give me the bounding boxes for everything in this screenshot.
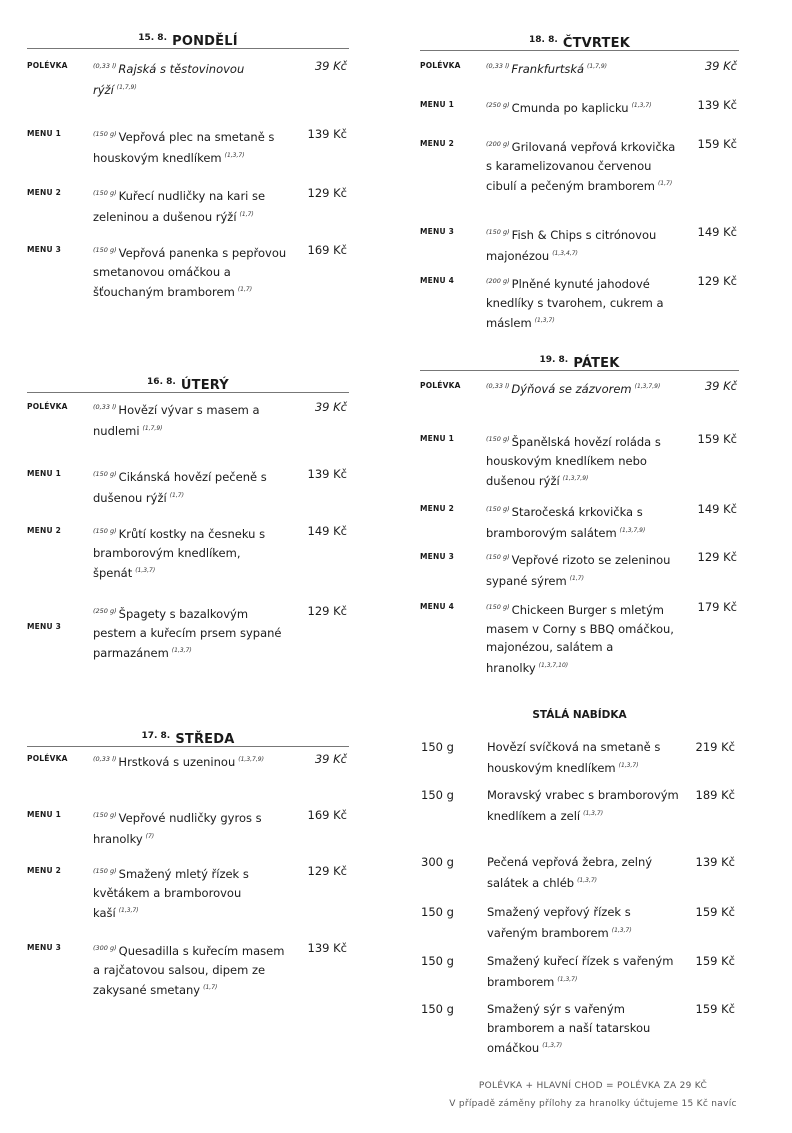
- allergens: (1,3,7): [534, 317, 555, 324]
- dish-price: 139 Kč: [307, 127, 347, 141]
- day-name: ÚTERÝ: [180, 378, 229, 393]
- allergens: (1,3,7): [611, 926, 632, 934]
- dish-price: 159 Kč: [697, 137, 737, 151]
- dish-description: [487, 903, 684, 942]
- portion-size: (150 g): [93, 189, 117, 197]
- dish-description: [93, 184, 289, 226]
- portion-size: 150 g: [421, 740, 454, 754]
- dish-name: Hrstková s uzeninou: [118, 755, 236, 769]
- allergens: (1,3,7): [577, 876, 598, 884]
- dish-description: [487, 786, 679, 825]
- menu-label: MENU 3: [27, 622, 61, 631]
- dish-price: 169 Kč: [307, 243, 347, 257]
- day-date: 16. 8.: [147, 377, 176, 387]
- dish-price: 169 Kč: [307, 808, 347, 822]
- portion-size: (150 g): [93, 527, 117, 535]
- footer-fries-note: V případě záměny přílohy za hranolky účtujeme 15 Kč navíc: [449, 1099, 737, 1109]
- dish-description: [486, 223, 679, 265]
- portion-size: (0,33 l): [93, 62, 117, 70]
- dish-name: Smažený mletý řízek s květákem a bramborovou kaší: [93, 867, 249, 920]
- dish-description: [486, 135, 679, 196]
- allergens: (1,7): [657, 180, 673, 187]
- day-section-ctvrtek: [420, 32, 739, 330]
- day-name: ČTVRTEK: [562, 36, 630, 51]
- day-date: 19. 8.: [539, 355, 569, 365]
- dish-name: Smažený vepřový řízek s vařeným bramborem: [487, 905, 631, 940]
- allergens: (1,3,7): [135, 567, 156, 574]
- dish-price: 159 Kč: [697, 432, 737, 446]
- portion-size: (150 g): [486, 553, 510, 561]
- allergens: (1,3,7): [618, 761, 639, 769]
- dish-description: [487, 738, 684, 777]
- soup-label: POLÉVKA: [420, 381, 461, 390]
- dish-price: 139 Kč: [695, 855, 735, 869]
- portion-size: (250 g): [93, 607, 117, 615]
- allergens: (1,3,7): [118, 907, 139, 914]
- allergens: (1,7,9): [142, 424, 163, 432]
- dish-name: Špagety s bazalkovým pestem a kuřecím prsem sypané parmazánem: [93, 607, 282, 660]
- dish-description: [486, 96, 679, 118]
- menu-label: MENU 4: [420, 602, 454, 611]
- portion-size: 150 g: [421, 788, 454, 802]
- dish-description: [486, 598, 679, 677]
- portion-size: 300 g: [421, 855, 454, 869]
- day-name: PONDĚLÍ: [172, 34, 238, 49]
- allergens: (1,7): [239, 210, 254, 218]
- soup-label: POLÉVKA: [420, 61, 461, 70]
- portion-size: (0,33 l): [93, 755, 117, 763]
- dish-price: 149 Kč: [307, 524, 347, 538]
- dish-name: Smažený sýr s vařeným bramborem a naší tatarskou omáčkou: [487, 1002, 651, 1055]
- dish-name: Rajská s těstovinovou rýží: [93, 62, 245, 97]
- dish-description: [486, 377, 679, 399]
- dish-name: Pečená vepřová žebra, zelný salátek a chléb: [487, 855, 653, 890]
- allergens: (1,3,7,9): [238, 756, 264, 763]
- dish-name: Smažený kuřecí řízek s vařeným bramborem: [487, 954, 674, 989]
- dish-name: Cikánská hovězí pečeně s dušenou rýží: [93, 470, 267, 505]
- portion-size: (300 g): [93, 944, 117, 952]
- dish-description: [93, 125, 289, 167]
- allergens: (1,7): [237, 286, 253, 293]
- dish-name: Španělská hovězí roláda s houskovým knedlíkem nebo dušenou rýží: [486, 435, 661, 488]
- dish-name: Krůtí kostky na česneku s bramborovým knedlíkem, špenát: [93, 527, 266, 580]
- menu-label: MENU 1: [27, 469, 61, 478]
- dish-description: [93, 806, 289, 848]
- dish-description: [93, 465, 289, 507]
- dish-price: 129 Kč: [697, 550, 737, 564]
- menu-label: MENU 3: [27, 245, 61, 254]
- day-date: 15. 8.: [138, 33, 167, 43]
- menu-label: MENU 2: [27, 526, 61, 535]
- dish-name: Chickeen Burger s mletým masem v Corny s BBQ omáčkou, majonézou, salátem a hranolky: [486, 603, 674, 675]
- dish-price: 39 Kč: [704, 379, 737, 393]
- dish-price: 159 Kč: [695, 905, 735, 919]
- dish-name: Dýňová se zázvorem: [511, 382, 632, 396]
- soup-label: POLÉVKA: [27, 61, 68, 70]
- dish-name: Vepřová panenka s pepřovou smetanovou omáčkou a šťouchaným bramborem: [93, 246, 287, 299]
- dish-description: [487, 853, 684, 892]
- dish-description: [486, 272, 679, 333]
- dish-description: [486, 548, 679, 590]
- allergens: (1,3,7,9): [562, 475, 589, 482]
- dish-description: [93, 750, 289, 772]
- dish-price: 219 Kč: [695, 740, 735, 754]
- allergens: (1,7,9): [587, 63, 607, 70]
- dish-name: Quesadilla s kuřecím masem a rajčatovou salsou, dipem ze zakysané smetany: [93, 944, 285, 997]
- dish-price: 39 Kč: [314, 400, 347, 414]
- portion-size: 150 g: [421, 954, 454, 968]
- dish-name: Frankfurtská: [511, 62, 585, 76]
- soup-label: POLÉVKA: [27, 754, 68, 763]
- day-name: STŘEDA: [175, 732, 235, 747]
- day-name: PÁTEK: [573, 356, 620, 371]
- allergens: (1,3,7,9): [634, 383, 661, 390]
- day-section-pondeli: [27, 30, 349, 299]
- dish-name: Moravský vrabec s bramborovým knedlíkem a zelí: [487, 788, 679, 823]
- dish-price: 129 Kč: [697, 274, 737, 288]
- dish-description: [93, 57, 289, 99]
- dish-name: Cmunda po kaplicku: [511, 101, 629, 115]
- menu-label: MENU 2: [420, 139, 454, 148]
- portion-size: (250 g): [486, 101, 510, 109]
- menu-label: MENU 1: [420, 434, 454, 443]
- menu-label: MENU 2: [27, 866, 61, 875]
- dish-description: [93, 862, 289, 923]
- day-header: [27, 374, 349, 393]
- dish-price: 129 Kč: [307, 186, 347, 200]
- menu-label: MENU 2: [27, 188, 61, 197]
- portion-size: (150 g): [93, 246, 117, 254]
- menu-label: MENU 3: [420, 552, 454, 561]
- day-header: [27, 728, 349, 747]
- dish-price: 189 Kč: [695, 788, 735, 802]
- dish-price: 129 Kč: [307, 604, 347, 618]
- day-section-patek: [420, 352, 739, 675]
- allergens: (1,7): [203, 984, 218, 991]
- day-header: [420, 352, 739, 371]
- dish-description: [93, 398, 289, 440]
- dish-price: 139 Kč: [307, 941, 347, 955]
- dish-price: 149 Kč: [697, 225, 737, 239]
- portion-size: (150 g): [486, 228, 510, 236]
- portion-size: (150 g): [93, 867, 117, 875]
- dish-description: [487, 952, 684, 991]
- allergens: (1,3,7,10): [538, 661, 569, 669]
- dish-price: 139 Kč: [307, 467, 347, 481]
- soup-label: POLÉVKA: [27, 402, 68, 411]
- menu-label: MENU 1: [27, 810, 61, 819]
- footer-combo-note: POLÉVKA + HLAVNÍ CHOD = POLÉVKA ZA 29 KČ: [478, 1081, 708, 1091]
- allergens: (1,3,7,9): [619, 526, 646, 534]
- menu-label: MENU 1: [27, 129, 61, 138]
- dish-price: 179 Kč: [697, 600, 737, 614]
- dish-price: 39 Kč: [704, 59, 737, 73]
- portion-size: (200 g): [486, 140, 510, 148]
- dish-name: Hovězí vývar s masem a nudlemi: [93, 403, 260, 438]
- portion-size: (0,33 l): [93, 403, 117, 411]
- dish-name: Kuřecí nudličky na kari se zeleninou a dušenou rýží: [93, 189, 266, 224]
- day-header: [420, 32, 739, 51]
- portion-size: 150 g: [421, 905, 454, 919]
- dish-description: [93, 939, 289, 1000]
- day-header: [27, 30, 349, 49]
- allergens: (1,3,7): [557, 975, 578, 983]
- portion-size: (150 g): [93, 130, 117, 138]
- day-section-utery: [27, 374, 349, 660]
- dish-name: Vepřové nudličky gyros s hranolky: [93, 811, 262, 846]
- dish-description: [486, 500, 679, 542]
- allergens: (1,3,7): [171, 647, 192, 654]
- allergens: (1,3,7): [631, 102, 652, 109]
- menu-label: MENU 4: [420, 276, 454, 285]
- dish-name: Staročeská krkovička s bramborovým salátem: [486, 505, 643, 540]
- dish-name: Vepřová plec na smetaně s houskovým knedlíkem: [93, 130, 275, 165]
- dish-price: 39 Kč: [314, 752, 347, 766]
- portion-size: (150 g): [486, 505, 510, 513]
- allergens: (7): [145, 832, 155, 840]
- dish-name: Vepřové rizoto se zeleninou sypané sýrem: [486, 553, 671, 588]
- dish-description: [93, 241, 289, 302]
- allergens: (1,7): [569, 574, 584, 582]
- dish-price: 159 Kč: [695, 1002, 735, 1016]
- allergens: (1,3,4,7): [552, 249, 578, 257]
- dish-price: 39 Kč: [314, 59, 347, 73]
- dish-description: [93, 602, 289, 663]
- menu-label: MENU 3: [27, 943, 61, 952]
- dish-description: [486, 57, 679, 79]
- portion-size: 150 g: [421, 1002, 454, 1016]
- allergens: (1,3,7): [542, 1042, 563, 1049]
- portion-size: (150 g): [93, 811, 117, 819]
- dish-description: [93, 522, 289, 583]
- dish-price: 139 Kč: [697, 98, 737, 112]
- portion-size: (0,33 l): [486, 62, 510, 70]
- portion-size: (200 g): [486, 277, 510, 285]
- dish-price: 149 Kč: [697, 502, 737, 516]
- day-date: 18. 8.: [529, 35, 558, 45]
- portion-size: (150 g): [486, 435, 510, 443]
- dish-description: [487, 1000, 684, 1058]
- day-section-streda: [27, 728, 349, 997]
- permanent-menu-title: STÁLÁ NABÍDKA: [532, 709, 627, 721]
- allergens: (1,3,7): [224, 151, 245, 159]
- portion-size: (150 g): [93, 470, 117, 478]
- allergens: (1,3,7): [583, 809, 604, 817]
- menu-label: MENU 3: [420, 227, 454, 236]
- allergens: (1,7): [169, 491, 184, 499]
- portion-size: (150 g): [486, 603, 510, 611]
- dish-description: [486, 430, 679, 491]
- dish-name: Plněné kynuté jahodové knedlíky s tvarohem, cukrem a máslem: [486, 277, 664, 330]
- dish-name: Hovězí svíčková na smetaně s houskovým knedlíkem: [487, 740, 661, 775]
- menu-label: MENU 2: [420, 504, 454, 513]
- dish-price: 129 Kč: [307, 864, 347, 878]
- portion-size: (0,33 l): [486, 382, 510, 390]
- dish-name: Grilovaná vepřová krkovička s karamelizovanou červenou cibulí a pečeným bramborem: [486, 140, 676, 193]
- dish-price: 159 Kč: [695, 954, 735, 968]
- menu-label: MENU 1: [420, 100, 454, 109]
- allergens: (1,7,9): [116, 83, 137, 91]
- dish-name: Fish & Chips s citrónovou majonézou: [486, 228, 657, 263]
- day-date: 17. 8.: [141, 731, 171, 741]
